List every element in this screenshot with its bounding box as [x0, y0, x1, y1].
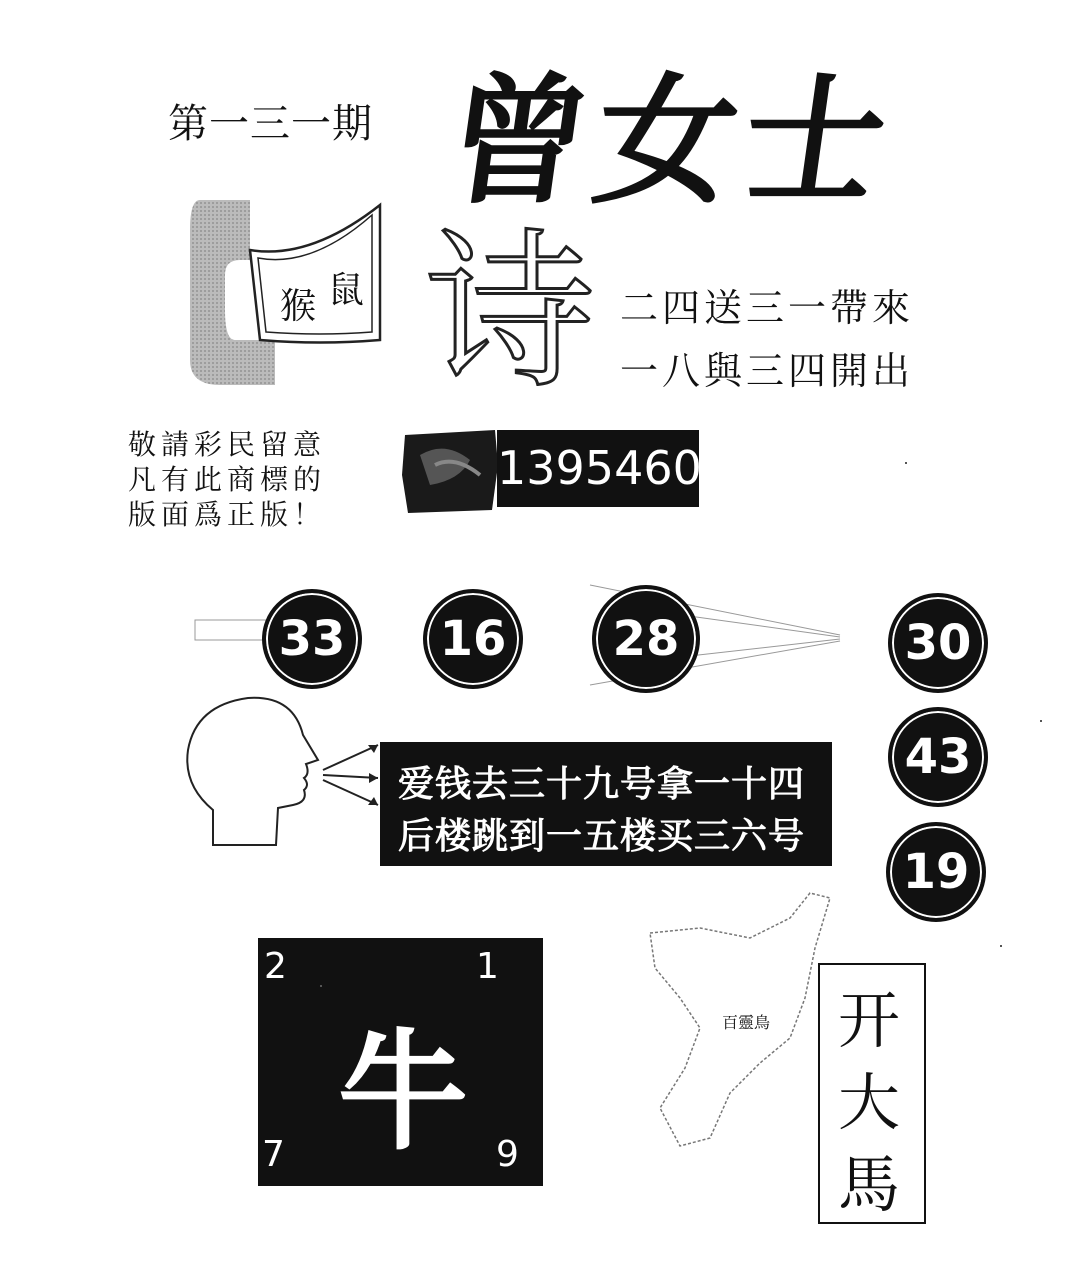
speech-line-1: 爱钱去三十九号拿一十四 [398, 764, 806, 805]
zodiac-rat: 鼠 [328, 270, 365, 311]
speech-line-2: 后楼跳到一五楼买三六号 [398, 816, 806, 857]
open-char-3: 馬 [838, 1148, 901, 1221]
clock-number-top-left: 2 [264, 946, 287, 987]
number-ball-1: 33 [262, 589, 362, 689]
notice-line-3: 版面爲正版！ [128, 498, 327, 531]
speech-box [380, 742, 832, 866]
brand-title: 曾女士 [436, 60, 904, 224]
island-label: 百靈鳥 [722, 1013, 771, 1032]
trademark-logo-icon [400, 425, 500, 515]
scan-speck [1000, 945, 1002, 947]
open-char-1: 开 [838, 984, 901, 1057]
number-ball-6: 19 [886, 822, 986, 922]
poem-label: 诗 [425, 214, 596, 412]
open-char-2: 大 [838, 1066, 901, 1139]
zodiac-monkey: 猴 [280, 286, 317, 327]
scan-speck [1040, 720, 1042, 722]
issue-number: 第一三一期 [168, 101, 373, 147]
notice-line-1: 敬請彩民留意 [128, 428, 327, 461]
scan-speck [905, 462, 907, 464]
notice-line-2: 凡有此商標的 [128, 463, 327, 496]
clock-center-character: 牛 [338, 1015, 469, 1168]
number-ball-4: 30 [888, 593, 988, 693]
hotline-number: 1395460 [497, 430, 699, 507]
poem-line-1: 二四送三一帶來 [620, 286, 915, 330]
number-ball-5: 43 [888, 707, 988, 807]
clock-number-bottom-left: 7 [262, 1134, 285, 1175]
open-result-box [818, 963, 926, 1224]
speaking-head-icon [178, 690, 388, 850]
number-ball-2: 16 [423, 589, 523, 689]
number-ball-3: 28 [592, 585, 700, 693]
scan-speck [320, 985, 322, 987]
clock-number-top-right: 1 [476, 946, 499, 987]
clock-number-bottom-right: 9 [496, 1134, 519, 1175]
clock-box [258, 938, 543, 1186]
poem-line-2: 一八與三四開出 [620, 349, 915, 393]
